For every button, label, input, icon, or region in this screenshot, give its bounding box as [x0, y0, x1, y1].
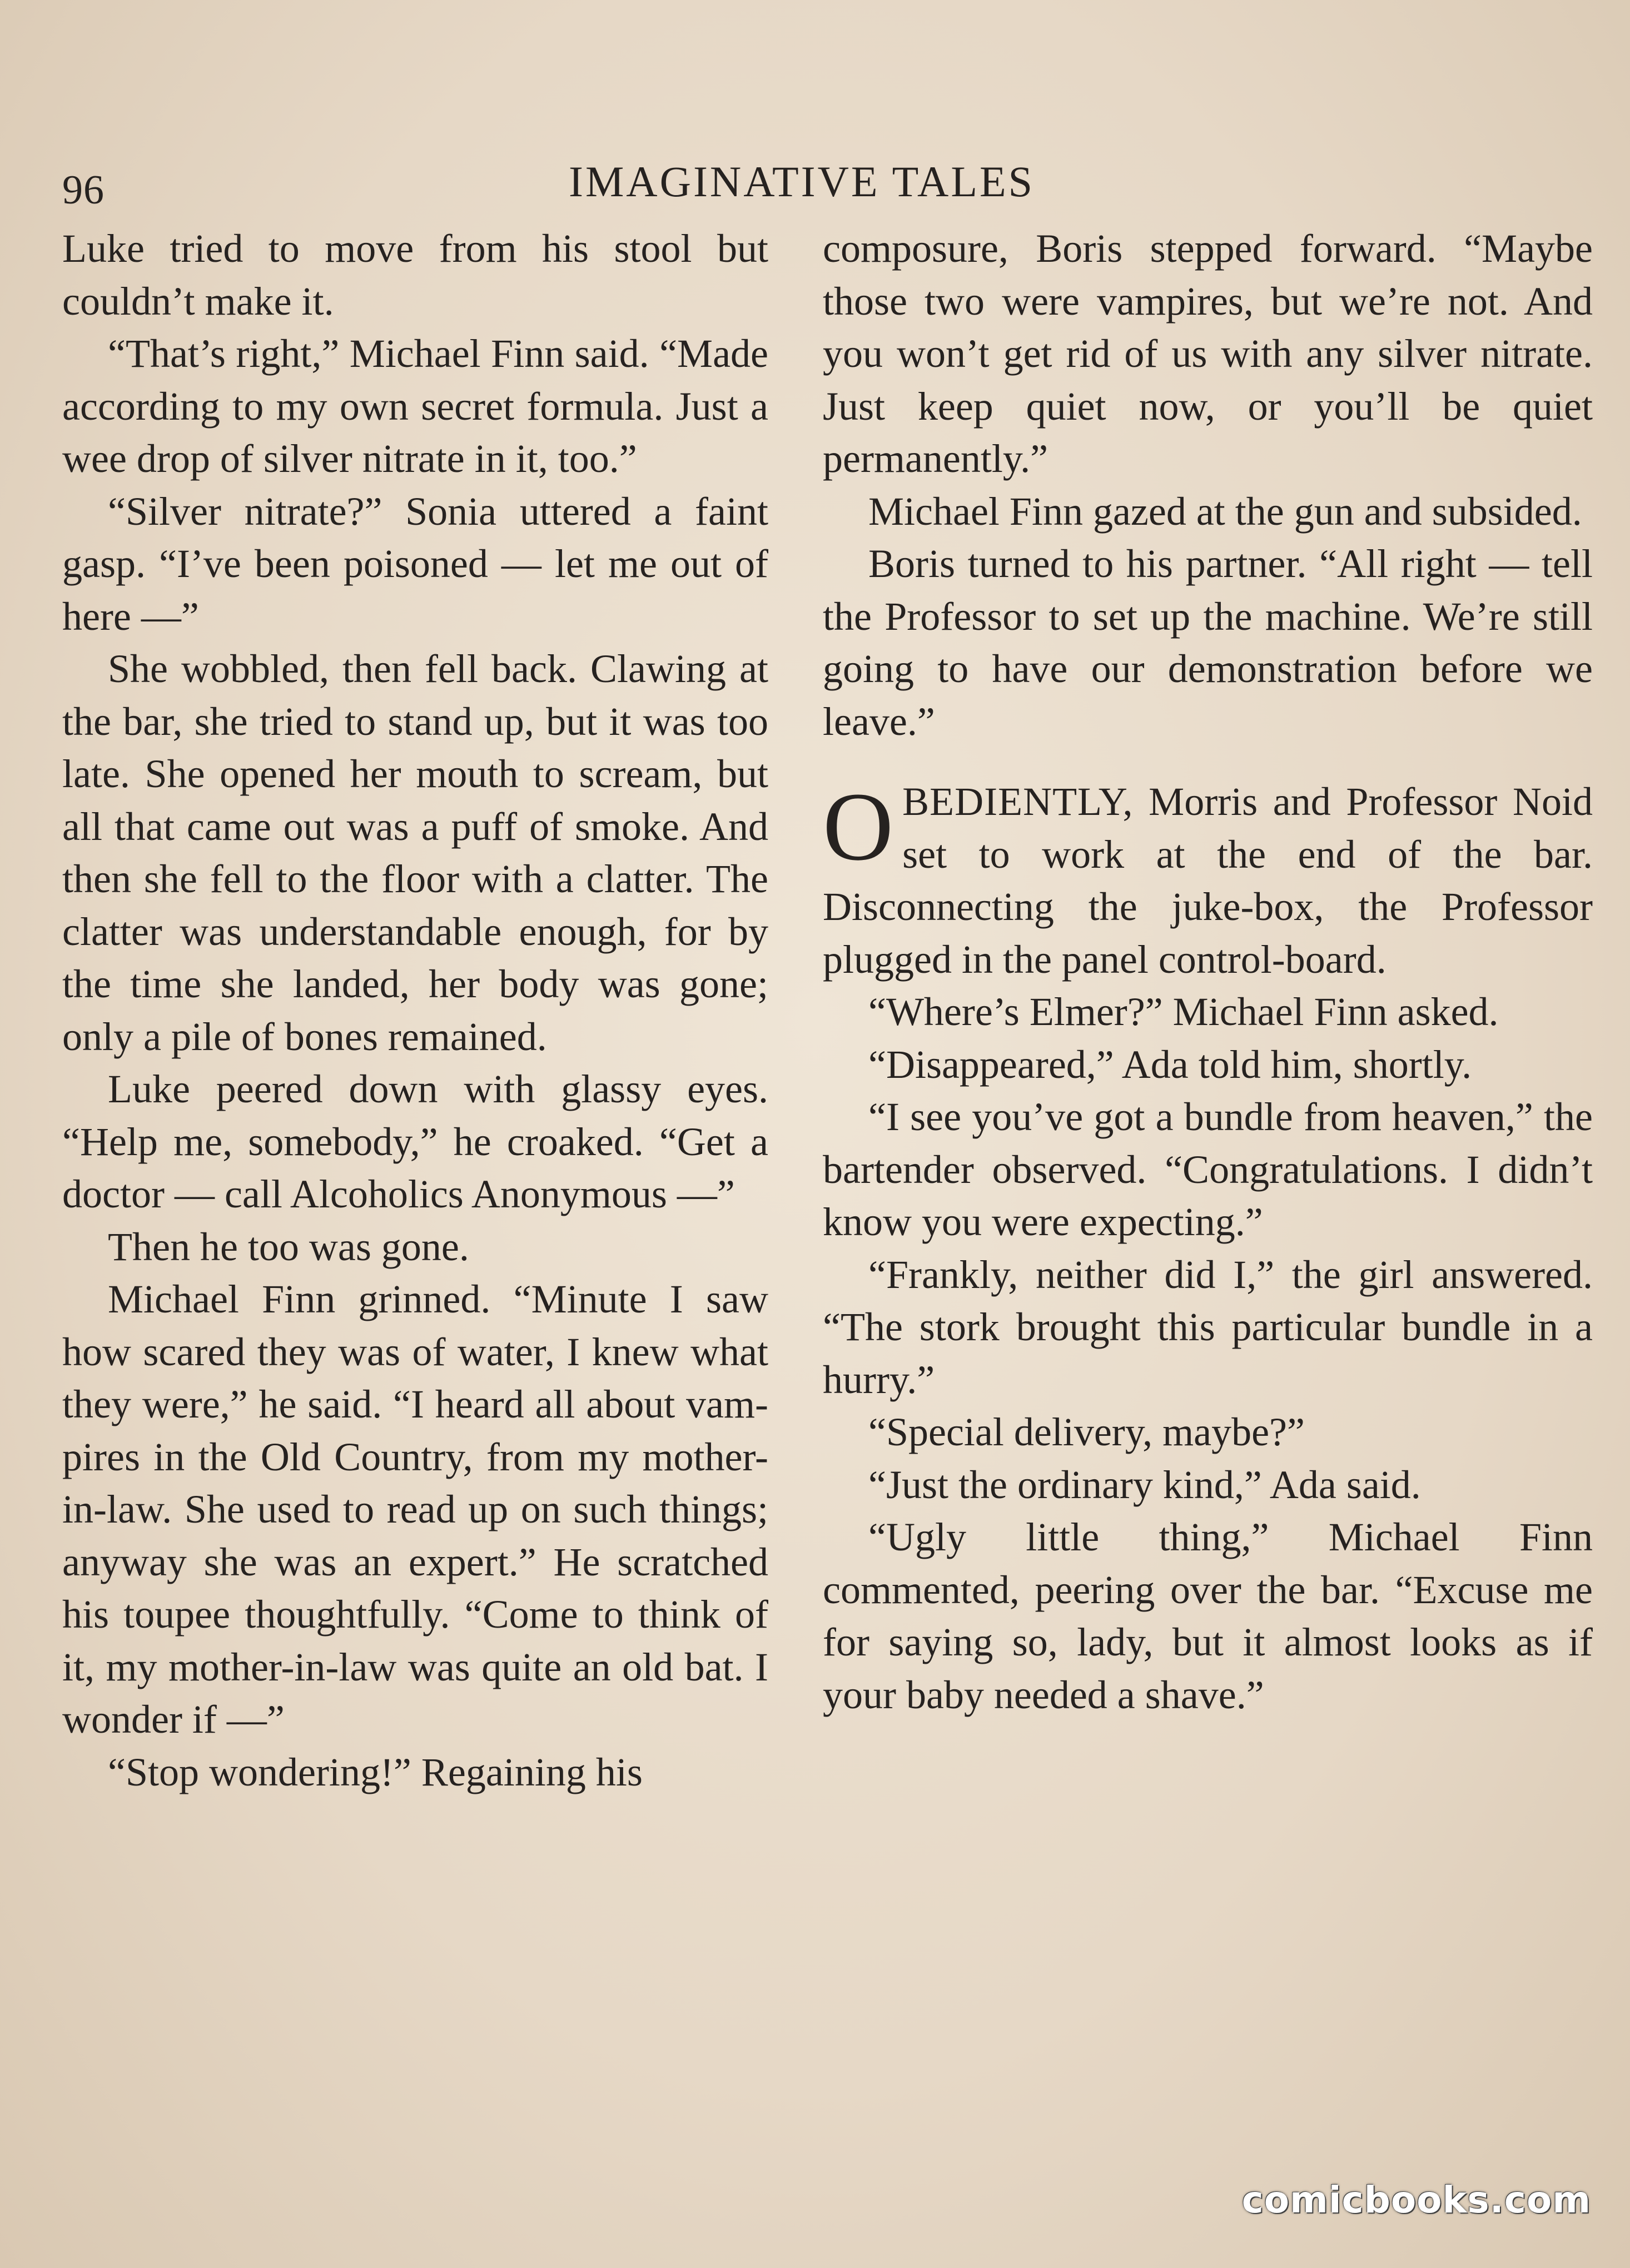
section-lead-word: BEDIENTLY,	[902, 779, 1134, 824]
paragraph: “I see you’ve got a bundle from heaven,” the bartender observed. “Congratulations. I didn’t know you were expecting.”	[823, 1095, 1593, 1244]
paragraph: “Just the ordinary kind,” Ada said.	[868, 1462, 1421, 1507]
paragraph: Michael Finn gazed at the gun and subsided.	[868, 489, 1582, 534]
paragraph: “Disappeared,” Ada told him, shortly.	[868, 1042, 1472, 1087]
paragraph: She wobbled, then fell back. Clawing at the bar, she tried to stand up, but it was too late. She opened her mouth to scream, but all that came out was a puff of smoke. And then she fell to the floor with a clatter. The clatter was understandable enough, for by the time she landed, her body was gone; only a pile of bones remained.	[62, 646, 768, 1059]
site-watermark: comicbooks.com	[1241, 2179, 1591, 2221]
paragraph: “That’s right,” Michael Finn said. “Made according to my own secret formula. Just a wee drop of silver nitrate in it, too.”	[62, 331, 768, 481]
paragraph: “Frankly, neither did I,” the girl answered. “The stork brought this particular bundle in a hurry.”	[823, 1252, 1593, 1402]
magazine-page	[62, 128, 1593, 2251]
paragraph: “Where’s Elmer?” Michael Finn asked.	[868, 989, 1499, 1034]
paragraph: “Special delivery, maybe?”	[868, 1410, 1305, 1454]
paragraph: Michael Finn grinned. “Minute I saw how scared they was of water, I knew what they were,” he said. “I heard all about vampires in the Old Country, from my mother-in-law. She used to read up on such things; anyway she was an expert.” He scratched his toupee thoughtfully. “Come to think of it, my mother-in-law was quite an old bat. I wonder if —”	[62, 1277, 768, 1742]
paragraph: “Ugly little thing,” Michael Finn commented, peering over the bar. “Excuse me for saying so, lady, but it almost looks as if your baby needed a shave.”	[823, 1515, 1593, 1717]
page-number: 96	[62, 167, 105, 213]
left-column	[62, 222, 768, 2246]
drop-cap: O	[823, 773, 894, 881]
page-header	[62, 145, 1541, 213]
right-column	[823, 222, 1593, 2246]
paragraph: Then he too was gone.	[108, 1224, 469, 1269]
section-opening-paragraph	[823, 775, 1593, 986]
section-break	[823, 748, 1593, 775]
paragraph: Luke peered down with glassy eyes. “Help me, somebody,” he croaked. “Get a doctor — call Alcoholics Anonymous —”	[62, 1067, 768, 1216]
running-head: IMAGINATIVE TALES	[568, 157, 1035, 206]
section-opening-text: Morris and Professor Noid set to work at the end of the bar. Disconnecting the juke-box, the Professor plugged in the panel control-board.	[823, 779, 1593, 982]
paragraph: “Stop wondering!” Regaining his	[108, 1749, 643, 1794]
paragraph: “Silver nitrate?” Sonia uttered a faint gasp. “I’ve been poisoned — let me out of here —”	[62, 489, 768, 639]
paragraph: Boris turned to his partner. “All right — tell the Professor to set up the machine. We’re still going to have our demonstration before we leave.”	[823, 541, 1593, 744]
paragraph: Luke tried to move from his stool but couldn’t make it.	[62, 226, 768, 324]
paragraph: composure, Boris stepped forward. “Maybe those two were vampires, but we’re not. And you won’t get rid of us with any silver nitrate. Just keep quiet now, or you’ll be quiet permanently.”	[823, 226, 1593, 481]
